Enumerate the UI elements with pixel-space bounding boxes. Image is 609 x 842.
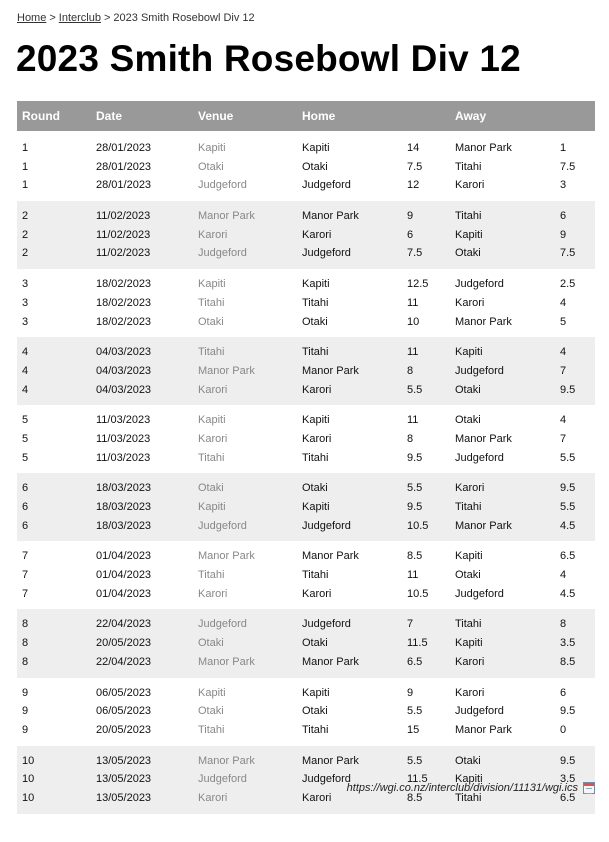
round-cell: 6 — [22, 501, 29, 513]
away-team-cell: Manor Park — [455, 142, 512, 154]
table-row — [17, 158, 595, 177]
header-round: Round — [22, 109, 60, 123]
away-score-cell: 1 — [560, 142, 567, 154]
date-cell: 18/03/2023 — [96, 501, 152, 513]
away-score-cell: 6 — [560, 210, 567, 223]
away-team-cell: Judgeford — [455, 705, 504, 718]
breadcrumb-current: 2023 Smith Rosebowl Div 12 — [113, 12, 255, 24]
away-score-cell: 0 — [560, 723, 567, 736]
away-score-cell: 3 — [560, 179, 567, 192]
round-cell: 10 — [22, 773, 35, 786]
table-row — [17, 566, 595, 585]
home-team-cell: Judgeford — [302, 247, 351, 260]
round-group — [17, 541, 595, 609]
date-cell: 20/05/2023 — [96, 723, 152, 736]
date-cell: 01/04/2023 — [96, 587, 152, 600]
home-team-cell: Otaki — [302, 482, 328, 495]
round-cell: 1 — [22, 160, 29, 173]
home-team-cell: Manor Park — [302, 210, 359, 223]
venue-cell: Otaki — [198, 160, 224, 173]
home-score-cell: 7 — [407, 618, 414, 631]
home-team-cell: Judgeford — [302, 519, 351, 532]
home-score-cell: 11 — [407, 346, 419, 359]
table-row — [17, 244, 595, 263]
venue-cell: Manor Park — [198, 754, 255, 767]
away-score-cell: 8.5 — [560, 655, 576, 668]
away-score-cell: 9.5 — [560, 383, 576, 396]
away-score-cell: 9.5 — [560, 754, 576, 767]
home-team-cell: Otaki — [302, 160, 328, 173]
away-team-cell: Otaki — [455, 414, 481, 427]
table-row — [17, 294, 595, 313]
date-cell: 20/05/2023 — [96, 637, 152, 650]
date-cell: 28/01/2023 — [96, 142, 152, 154]
date-cell: 18/02/2023 — [96, 278, 152, 291]
away-score-cell: 4 — [560, 346, 567, 359]
breadcrumb-interclub-link[interactable]: Interclub — [58, 12, 101, 24]
header-venue: Venue — [198, 109, 234, 123]
home-team-cell: Karori — [302, 587, 332, 600]
away-team-cell: Titahi — [455, 618, 482, 631]
away-team-cell: Otaki — [455, 247, 481, 260]
table-row — [17, 313, 595, 332]
home-score-cell: 8 — [407, 432, 414, 445]
home-score-cell: 10 — [407, 315, 420, 328]
venue-cell: Manor Park — [198, 655, 255, 668]
round-cell: 8 — [22, 637, 29, 650]
date-cell: 18/03/2023 — [96, 519, 152, 532]
table-row — [17, 498, 595, 517]
away-score-cell: 4.5 — [560, 519, 576, 532]
home-team-cell: Karori — [302, 432, 332, 445]
venue-cell: Judgeford — [198, 519, 247, 532]
away-team-cell: Judgeford — [455, 364, 504, 377]
away-score-cell: 3.5 — [560, 773, 576, 786]
venue-cell: Judgeford — [198, 247, 247, 260]
date-cell: 11/03/2023 — [96, 451, 151, 464]
away-score-cell: 6.5 — [560, 791, 576, 804]
away-team-cell: Kapiti — [455, 550, 483, 563]
round-group — [17, 609, 595, 677]
round-cell: 5 — [22, 414, 29, 427]
table-row — [17, 547, 595, 566]
round-cell: 2 — [22, 247, 29, 260]
venue-cell: Otaki — [198, 482, 224, 495]
round-cell: 2 — [22, 228, 29, 241]
venue-cell: Otaki — [198, 315, 224, 328]
venue-cell: Titahi — [198, 296, 225, 309]
home-score-cell: 9.5 — [407, 451, 423, 464]
round-cell: 3 — [22, 296, 29, 309]
breadcrumb-home-link[interactable]: Home — [17, 12, 47, 24]
round-cell: 1 — [22, 142, 29, 154]
away-team-cell: Titahi — [455, 791, 482, 804]
table-row — [17, 449, 595, 468]
date-cell: 13/05/2023 — [96, 773, 152, 786]
table-row — [17, 634, 595, 653]
away-score-cell: 4 — [560, 296, 567, 309]
round-group — [17, 473, 595, 541]
table-row — [17, 684, 595, 703]
away-team-cell: Karori — [455, 296, 485, 309]
venue-cell: Karori — [198, 432, 228, 445]
round-cell: 2 — [22, 210, 29, 223]
home-score-cell: 11 — [407, 569, 419, 582]
home-score-cell: 5.5 — [407, 383, 423, 396]
venue-cell: Karori — [198, 228, 228, 241]
away-score-cell: 4.5 — [560, 587, 576, 600]
round-cell: 7 — [22, 550, 29, 563]
home-team-cell: Kapiti — [302, 142, 330, 154]
round-group — [17, 201, 595, 269]
venue-cell: Karori — [198, 587, 228, 600]
table-row — [17, 362, 595, 381]
away-score-cell: 6 — [560, 686, 567, 699]
away-score-cell: 2.5 — [560, 278, 576, 291]
table-row — [17, 517, 595, 536]
away-team-cell: Manor Park — [455, 432, 512, 445]
round-cell: 6 — [22, 482, 29, 495]
away-score-cell: 3.5 — [560, 637, 576, 650]
home-team-cell: Karori — [302, 228, 332, 241]
round-group — [17, 746, 595, 814]
date-cell: 04/03/2023 — [96, 364, 152, 377]
round-cell: 9 — [22, 723, 29, 736]
away-team-cell: Titahi — [455, 160, 482, 173]
fixtures-table — [17, 101, 595, 814]
date-cell: 11/02/2023 — [96, 228, 151, 241]
venue-cell: Kapiti — [198, 501, 226, 513]
round-cell: 7 — [22, 569, 29, 582]
away-team-cell: Karori — [455, 686, 485, 699]
venue-cell: Kapiti — [198, 142, 226, 154]
away-team-cell: Kapiti — [455, 637, 483, 650]
away-score-cell: 7.5 — [560, 247, 576, 260]
home-team-cell: Titahi — [302, 723, 329, 736]
away-score-cell: 8 — [560, 618, 567, 631]
home-team-cell: Judgeford — [302, 179, 351, 192]
home-team-cell: Otaki — [302, 637, 328, 650]
away-score-cell: 7 — [560, 364, 567, 377]
away-team-cell: Karori — [455, 482, 485, 495]
breadcrumb-separator: > — [49, 12, 56, 24]
round-group — [17, 678, 595, 746]
date-cell: 22/04/2023 — [96, 618, 152, 631]
round-cell: 5 — [22, 432, 29, 445]
table-row — [17, 343, 595, 362]
away-team-cell: Judgeford — [455, 278, 504, 291]
home-score-cell: 11.5 — [407, 637, 428, 650]
home-score-cell: 8.5 — [407, 791, 423, 804]
table-row — [17, 411, 595, 430]
away-score-cell: 9.5 — [560, 705, 576, 718]
away-team-cell: Titahi — [455, 210, 482, 223]
table-row — [17, 381, 595, 400]
home-score-cell: 15 — [407, 723, 420, 736]
home-score-cell: 9.5 — [407, 501, 423, 513]
home-team-cell: Titahi — [302, 296, 329, 309]
venue-cell: Kapiti — [198, 278, 226, 291]
round-group — [17, 405, 595, 473]
home-score-cell: 11 — [407, 296, 419, 309]
venue-cell: Titahi — [198, 346, 225, 359]
home-score-cell: 9 — [407, 210, 414, 223]
away-team-cell: Kapiti — [455, 228, 483, 241]
ics-link[interactable]: https://wgi.co.nz/interclub/division/11131/wgi.ics — [346, 782, 578, 794]
venue-cell: Titahi — [198, 451, 225, 464]
home-score-cell: 10.5 — [407, 587, 429, 600]
home-team-cell: Karori — [302, 791, 332, 804]
home-team-cell: Titahi — [302, 451, 329, 464]
round-cell: 3 — [22, 278, 29, 291]
home-score-cell: 6.5 — [407, 655, 423, 668]
venue-cell: Kapiti — [198, 414, 226, 427]
home-team-cell: Judgeford — [302, 618, 351, 631]
table-row — [17, 226, 595, 245]
venue-cell: Judgeford — [198, 179, 247, 192]
header-home: Home — [302, 109, 336, 123]
date-cell: 28/01/2023 — [96, 179, 152, 192]
away-team-cell: Kapiti — [455, 346, 483, 359]
date-cell: 13/05/2023 — [96, 754, 152, 767]
home-team-cell: Manor Park — [302, 655, 359, 668]
table-row — [17, 207, 595, 226]
home-score-cell: 5.5 — [407, 705, 423, 718]
table-row — [17, 479, 595, 498]
away-team-cell: Karori — [455, 655, 485, 668]
away-score-cell: 5.5 — [560, 501, 576, 513]
venue-cell: Manor Park — [198, 364, 255, 377]
home-team-cell: Kapiti — [302, 414, 330, 427]
date-cell: 04/03/2023 — [96, 383, 152, 396]
venue-cell: Titahi — [198, 723, 225, 736]
round-group — [17, 131, 595, 201]
away-team-cell: Manor Park — [455, 723, 512, 736]
home-score-cell: 6 — [407, 228, 414, 241]
date-cell: 22/04/2023 — [96, 655, 152, 668]
away-team-cell: Otaki — [455, 754, 481, 767]
venue-cell: Manor Park — [198, 210, 255, 223]
home-score-cell: 8 — [407, 364, 414, 377]
date-cell: 06/05/2023 — [96, 686, 152, 699]
date-cell: 01/04/2023 — [96, 550, 152, 563]
date-cell: 04/03/2023 — [96, 346, 152, 359]
round-cell: 8 — [22, 618, 29, 631]
home-team-cell: Kapiti — [302, 686, 330, 699]
venue-cell: Judgeford — [198, 773, 247, 786]
round-group — [17, 337, 595, 405]
venue-cell: Otaki — [198, 637, 224, 650]
table-row — [17, 752, 595, 771]
home-team-cell: Otaki — [302, 705, 328, 718]
round-cell: 4 — [22, 364, 29, 377]
home-team-cell: Kapiti — [302, 501, 330, 513]
away-team-cell: Judgeford — [455, 587, 504, 600]
home-team-cell: Titahi — [302, 569, 329, 582]
header-date: Date — [96, 109, 123, 123]
home-team-cell: Manor Park — [302, 550, 359, 563]
date-cell: 18/03/2023 — [96, 482, 152, 495]
date-cell: 11/02/2023 — [96, 210, 151, 223]
home-team-cell: Otaki — [302, 315, 328, 328]
away-score-cell: 7 — [560, 432, 567, 445]
away-team-cell: Manor Park — [455, 315, 512, 328]
table-body — [17, 131, 595, 814]
round-cell: 1 — [22, 179, 29, 192]
venue-cell: Karori — [198, 791, 228, 804]
date-cell: 18/02/2023 — [96, 296, 152, 309]
round-cell: 8 — [22, 655, 29, 668]
home-score-cell: 9 — [407, 686, 414, 699]
home-score-cell: 14 — [407, 142, 420, 154]
away-team-cell: Otaki — [455, 383, 481, 396]
home-score-cell: 11 — [407, 414, 419, 427]
date-cell: 11/03/2023 — [96, 432, 151, 445]
date-cell: 11/02/2023 — [96, 247, 151, 260]
away-score-cell: 6.5 — [560, 550, 576, 563]
round-group — [17, 269, 595, 337]
home-team-cell: Karori — [302, 383, 332, 396]
away-team-cell: Kapiti — [455, 773, 483, 786]
venue-cell: Judgeford — [198, 618, 247, 631]
table-row — [17, 615, 595, 634]
away-score-cell: 9 — [560, 228, 567, 241]
breadcrumb-separator: > — [103, 12, 111, 24]
ics-footer — [347, 782, 595, 794]
away-team-cell: Titahi — [455, 501, 482, 513]
table-row — [17, 430, 595, 449]
away-team-cell: Manor Park — [455, 519, 512, 532]
home-score-cell: 7.5 — [407, 160, 423, 173]
venue-cell: Titahi — [198, 569, 225, 582]
header-away: Away — [455, 109, 487, 123]
venue-cell: Otaki — [198, 705, 224, 718]
date-cell: 11/03/2023 — [96, 414, 151, 427]
table-row — [17, 702, 595, 721]
away-team-cell: Judgeford — [455, 451, 504, 464]
table-row — [17, 653, 595, 672]
home-team-cell: Titahi — [302, 346, 329, 359]
round-cell: 5 — [22, 451, 29, 464]
date-cell: 13/05/2023 — [96, 791, 152, 804]
table-row — [17, 721, 595, 740]
home-score-cell: 5.5 — [407, 482, 423, 495]
home-score-cell: 12.5 — [407, 278, 429, 291]
venue-cell: Kapiti — [198, 686, 226, 699]
round-cell: 7 — [22, 587, 29, 600]
home-team-cell: Manor Park — [302, 364, 359, 377]
round-cell: 4 — [22, 346, 29, 359]
round-cell: 3 — [22, 315, 29, 328]
round-cell: 10 — [22, 754, 35, 767]
home-score-cell: 11.5 — [407, 773, 428, 786]
home-score-cell: 8.5 — [407, 550, 423, 563]
away-score-cell: 4 — [560, 414, 567, 427]
away-score-cell: 5 — [560, 315, 567, 328]
calendar-icon[interactable] — [583, 782, 595, 794]
away-score-cell: 7.5 — [560, 160, 576, 173]
table-row — [17, 275, 595, 294]
table-header — [17, 101, 595, 131]
date-cell: 06/05/2023 — [96, 705, 152, 718]
date-cell: 01/04/2023 — [96, 569, 152, 582]
home-score-cell: 5.5 — [407, 754, 423, 767]
away-score-cell: 5.5 — [560, 451, 576, 464]
table-row — [17, 176, 595, 195]
round-cell: 9 — [22, 686, 29, 699]
table-row — [17, 585, 595, 604]
page-title: 2023 Smith Rosebowl Div 12 — [16, 38, 521, 79]
breadcrumb — [17, 12, 255, 24]
home-team-cell: Manor Park — [302, 754, 359, 767]
venue-cell: Karori — [198, 383, 228, 396]
round-cell: 4 — [22, 383, 29, 396]
home-team-cell: Judgeford — [302, 773, 351, 786]
away-team-cell: Karori — [455, 179, 485, 192]
away-score-cell: 9.5 — [560, 482, 576, 495]
home-score-cell: 10.5 — [407, 519, 429, 532]
round-cell: 6 — [22, 519, 29, 532]
round-cell: 9 — [22, 705, 29, 718]
date-cell: 18/02/2023 — [96, 315, 152, 328]
date-cell: 28/01/2023 — [96, 160, 152, 173]
table-row — [17, 139, 595, 158]
away-team-cell: Otaki — [455, 569, 481, 582]
round-cell: 10 — [22, 791, 35, 804]
venue-cell: Manor Park — [198, 550, 255, 563]
away-score-cell: 4 — [560, 569, 567, 582]
home-score-cell: 7.5 — [407, 247, 423, 260]
home-score-cell: 12 — [407, 179, 420, 192]
home-team-cell: Kapiti — [302, 278, 330, 291]
